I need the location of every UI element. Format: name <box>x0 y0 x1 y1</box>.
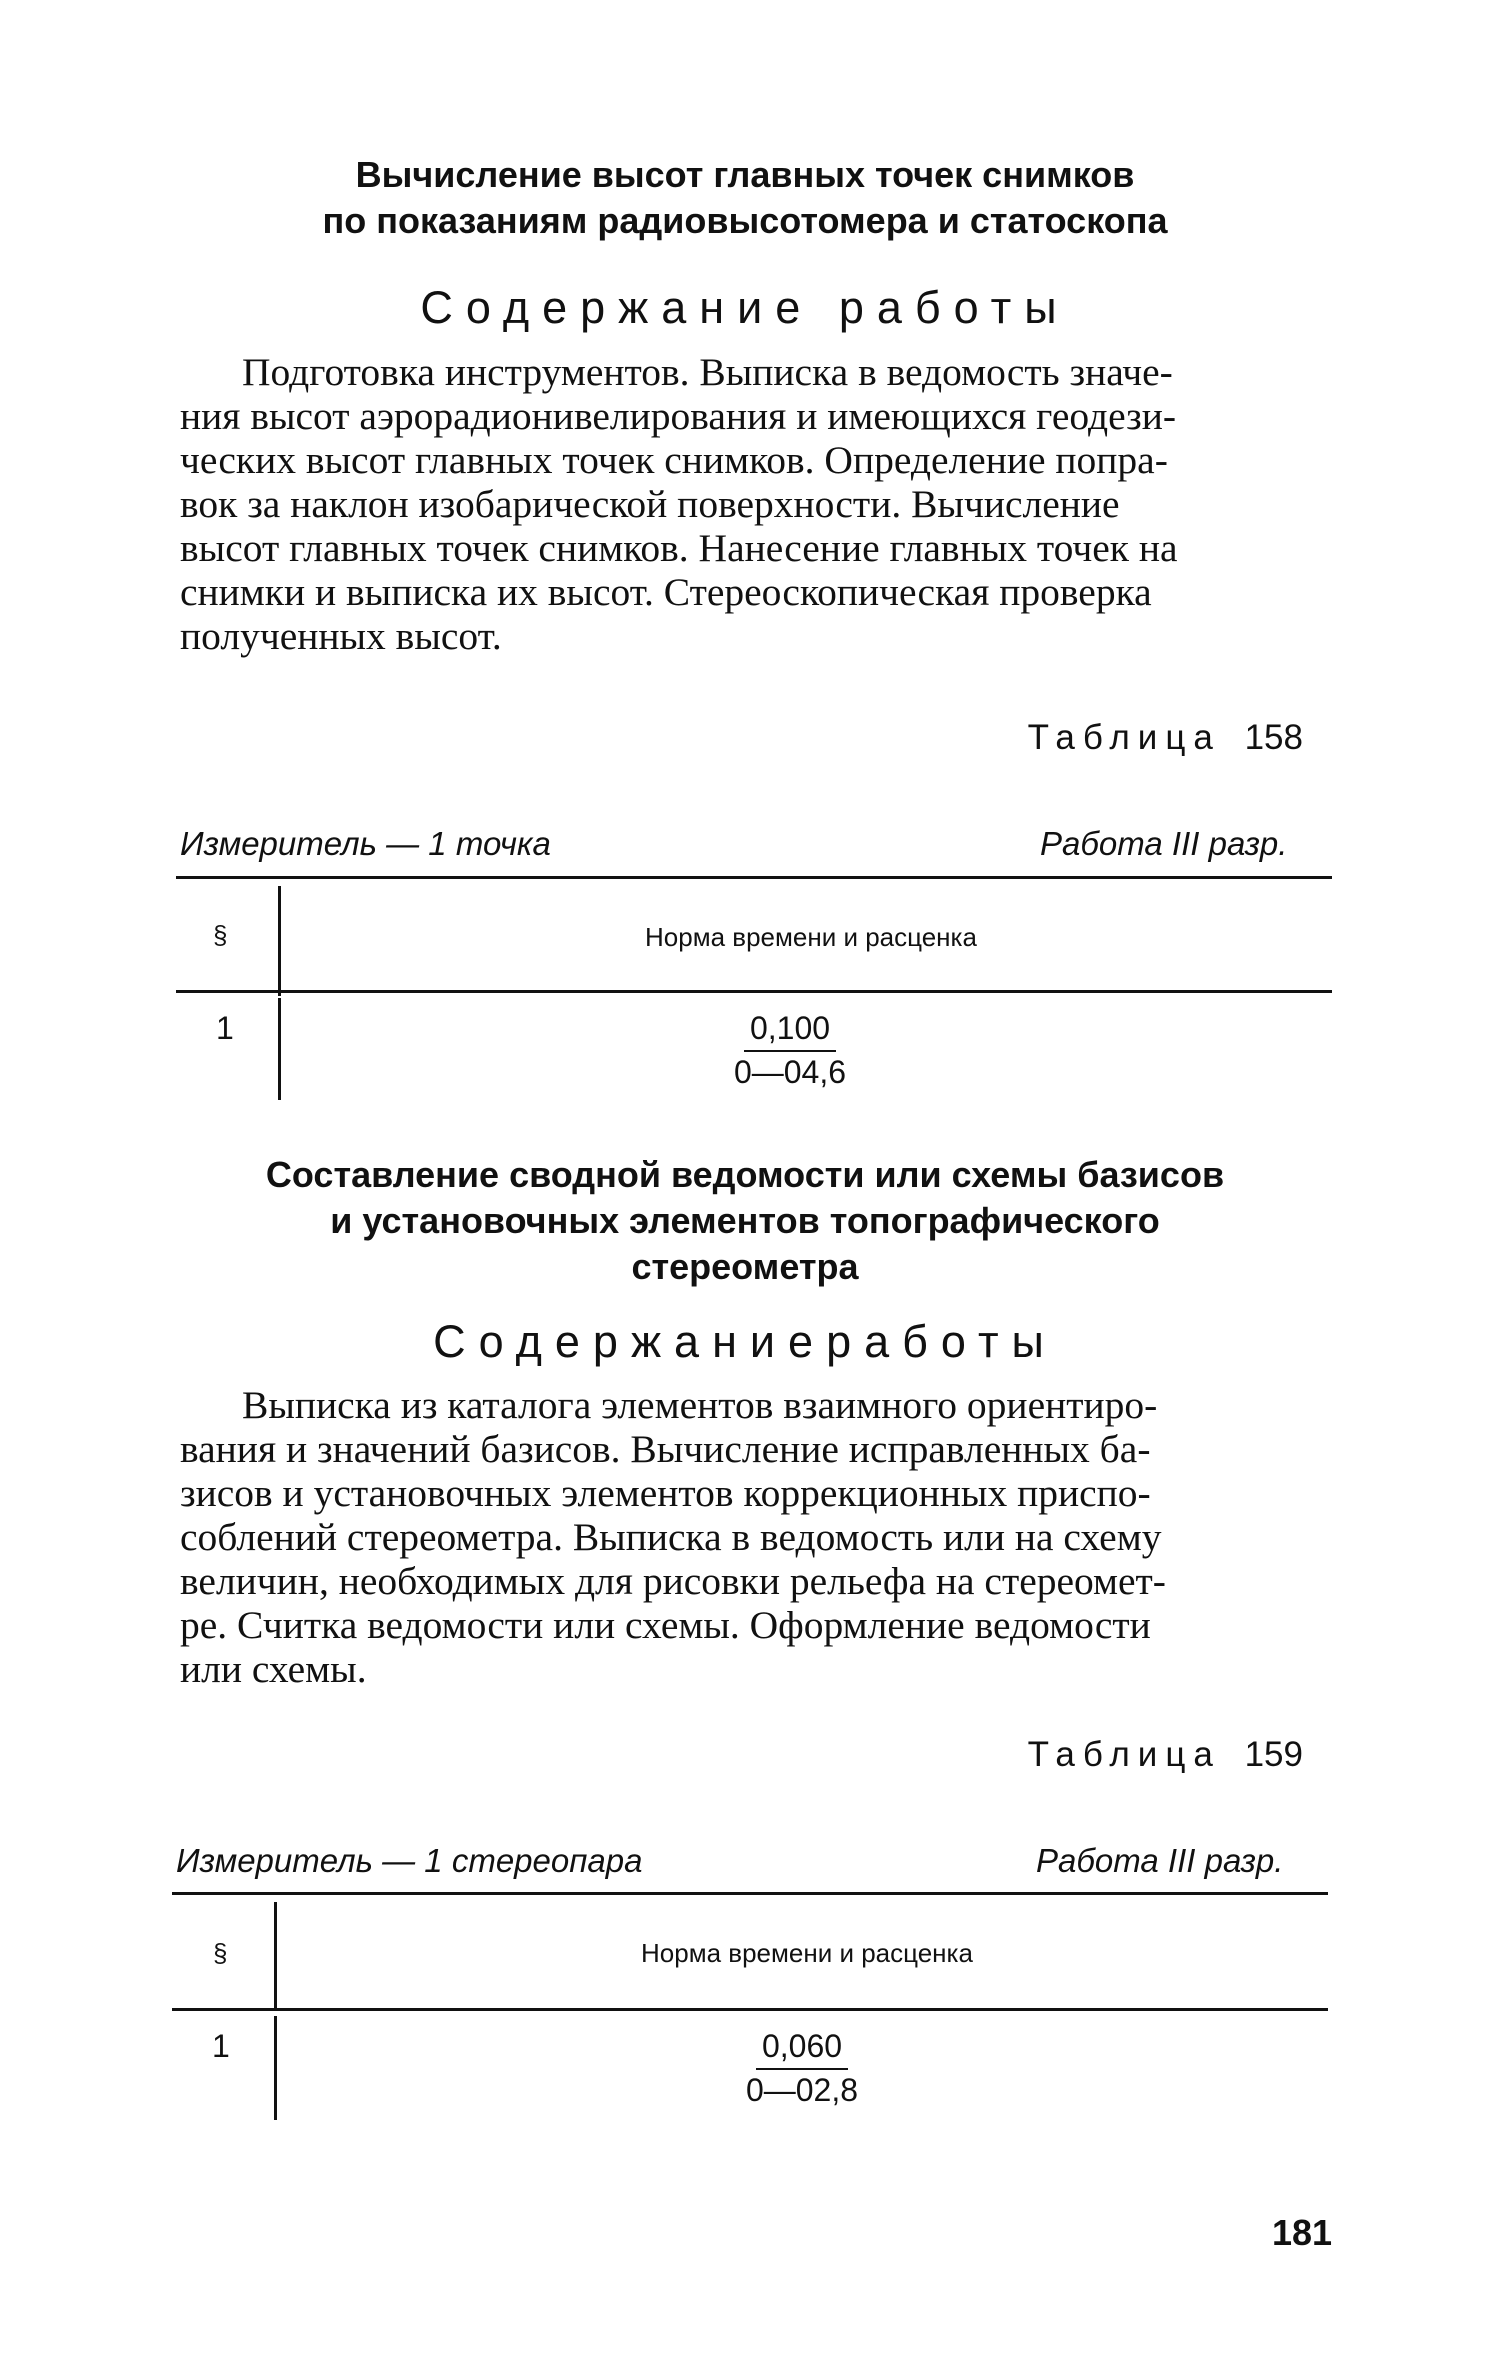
table-159-col-norm: Норма времени и расценка <box>641 1938 973 1968</box>
table-label-word: Таблица <box>1027 718 1221 757</box>
table-158-header-divider <box>278 886 281 996</box>
table-158-header-rule <box>176 990 1332 993</box>
table-158-top-rule <box>176 876 1332 879</box>
paragraph-line: полученных высот. <box>180 614 502 658</box>
table-159-header-rule <box>172 2008 1328 2011</box>
norm-time: 0,060 <box>756 2026 848 2070</box>
table-label-number: 159 <box>1244 1735 1303 1774</box>
table-label-number: 158 <box>1244 718 1303 757</box>
section2-title <box>150 1152 1340 1290</box>
paragraph-line: ческих высот главных точек снимков. Определение попра- <box>180 438 1168 482</box>
paragraph-line: вания и значений базисов. Вычисление исправленных ба- <box>180 1427 1151 1471</box>
table-158-meter: Измеритель — 1 точка <box>180 825 551 862</box>
paragraph-line: или схемы. <box>180 1647 367 1691</box>
section2-title-line: стереометра <box>631 1246 859 1287</box>
paragraph-line: зисов и установочных элементов коррекционных приспо- <box>180 1471 1151 1515</box>
norm-time: 0,100 <box>744 1008 836 1052</box>
table-158-col-section: § <box>213 920 228 950</box>
section2-paragraph <box>180 1383 1340 1691</box>
table-158-norm-fraction <box>660 1008 920 1092</box>
table-159-label <box>1028 1735 1303 1775</box>
rate: 0—04,6 <box>733 1054 847 1090</box>
paragraph-line: соблений стереометра. Выписка в ведомость или на схему <box>180 1515 1162 1559</box>
table-158-row-section: 1 <box>216 1010 234 1046</box>
table-159-col-section: § <box>213 1938 228 1968</box>
page-number: 181 <box>1272 2212 1333 2253</box>
paragraph-line: ре. Считка ведомости или схемы. Оформление ведомости <box>180 1603 1151 1647</box>
paragraph-line: величин, необходимых для рисовки рельефа на стереомет- <box>180 1559 1166 1603</box>
table-159-header-divider <box>274 1902 277 2010</box>
table-158-col-norm: Норма времени и расценка <box>645 922 977 952</box>
section1-title <box>150 152 1340 244</box>
table-159-row-divider <box>274 2016 277 2120</box>
paragraph-line: ния высот аэрорадионивелирования и имеющихся геодези- <box>180 394 1176 438</box>
section1-title-line: Вычисление высот главных точек снимков <box>355 154 1135 195</box>
table-159-work: Работа III разр. <box>1036 1842 1284 1879</box>
paragraph-line: Выписка из каталога элементов взаимного ориентиро- <box>242 1383 1158 1427</box>
table-158-label <box>1028 718 1303 758</box>
section1-subheading: Содержание работы <box>420 282 1070 333</box>
section2-subheading: Содержаниеработы <box>433 1316 1057 1367</box>
paragraph-line: вок за наклон изобарической поверхности. Вычисление <box>180 482 1120 526</box>
table-158-row-divider <box>278 998 281 1100</box>
table-159-meter: Измеритель — 1 стереопара <box>176 1842 643 1879</box>
table-159-norm-fraction <box>672 2026 932 2110</box>
paragraph-line: снимки и выписка их высот. Стереоскопическая проверка <box>180 570 1152 614</box>
paragraph-line: высот главных точек снимков. Нанесение главных точек на <box>180 526 1178 570</box>
section1-title-line: по показаниям радиовысотомера и статоскопа <box>322 200 1168 241</box>
table-159-top-rule <box>172 1892 1328 1895</box>
section2-title-line: и установочных элементов топографического <box>330 1200 1160 1241</box>
table-label-word: Таблица <box>1027 1735 1221 1774</box>
table-159-row-section: 1 <box>212 2028 230 2064</box>
paragraph-line: Подготовка инструментов. Выписка в ведомость значе- <box>242 350 1173 394</box>
section2-title-line: Составление сводной ведомости или схемы базисов <box>265 1154 1225 1195</box>
section1-paragraph <box>180 350 1340 658</box>
table-158-work: Работа III разр. <box>1040 825 1288 862</box>
rate: 0—02,8 <box>745 2072 859 2108</box>
